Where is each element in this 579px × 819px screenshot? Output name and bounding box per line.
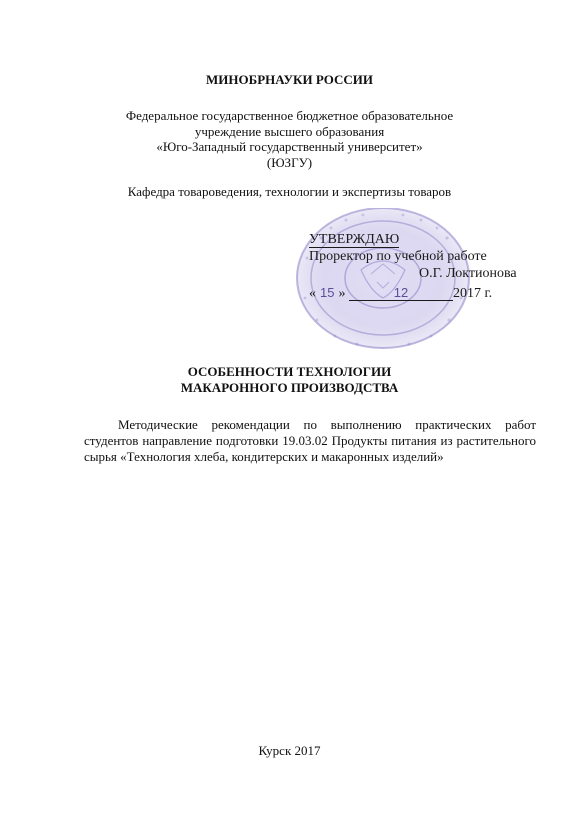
university-line: учреждение высшего образования bbox=[194, 123, 385, 139]
approval-title-text: УТВЕРЖДАЮ bbox=[309, 232, 400, 247]
document-description: Методические рекомендации по выполнению практических работ студентов направление подготовки 19.03.02 Продукты питания из растительного сырья «Технология хлеба, кондитерских и макаронных изделий» bbox=[84, 417, 536, 464]
university-line: Федеральное государственное бюджетное образовательное bbox=[125, 108, 454, 123]
department-name: Кафедра товароведения, технологии и экспертизы товаров bbox=[127, 184, 452, 199]
approval-date bbox=[309, 285, 492, 302]
approver-role: Проректор по учебной работе bbox=[309, 249, 487, 264]
ministry-heading: МИНОБРНАУКИ РОССИИ bbox=[206, 72, 373, 87]
document-title-line: ОСОБЕННОСТИ ТЕХНОЛОГИИ bbox=[187, 364, 392, 379]
approver-name: О.Г. Локтионова bbox=[419, 266, 517, 281]
university-abbreviation: (ЮЗГУ) bbox=[266, 154, 313, 170]
quote-open: « bbox=[309, 286, 316, 301]
university-name bbox=[0, 108, 579, 170]
approval-day: 15 bbox=[320, 285, 335, 300]
document-title bbox=[0, 364, 579, 396]
document-title-line: МАКАРОННОГО ПРОИЗВОДСТВА bbox=[180, 380, 399, 395]
approval-title bbox=[309, 232, 399, 248]
university-line: «Юго-Западный государственный университет» bbox=[156, 139, 423, 154]
approval-year: 2017 г. bbox=[452, 286, 493, 301]
approval-block bbox=[291, 208, 545, 354]
approval-month: 12 bbox=[349, 286, 453, 301]
quote-close: » bbox=[338, 286, 346, 301]
city-year: Курск 2017 bbox=[258, 743, 321, 758]
